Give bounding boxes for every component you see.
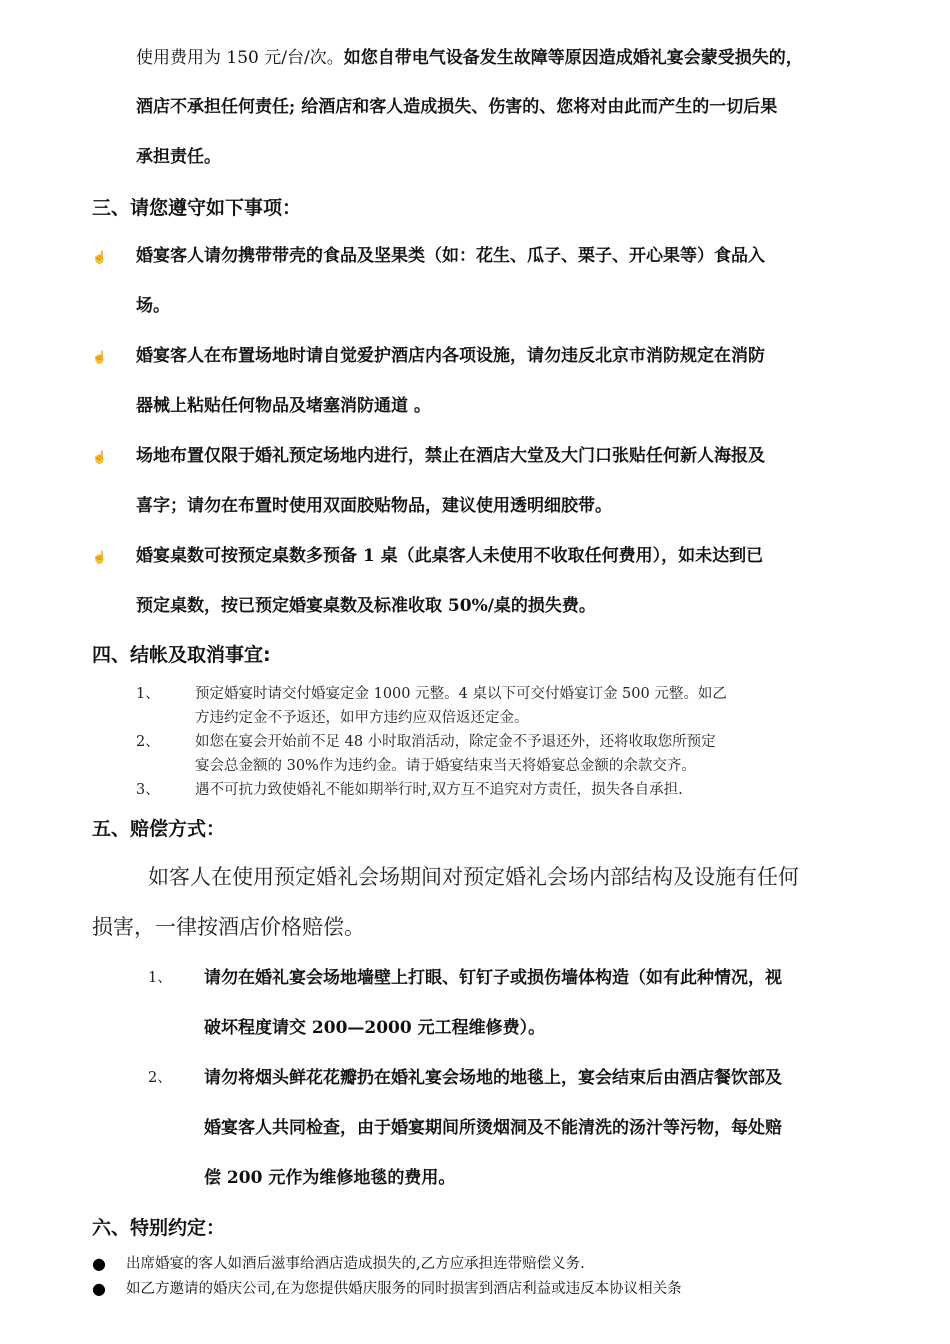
hand-bullet-icon: ☝ <box>92 450 107 464</box>
top-paragraph-line-3: 承担责任。 <box>136 147 221 167</box>
s3-item-3-line-2: 喜字；请勿在布置时使用双面胶贴物品，建议使用透明细胶带。 <box>136 496 612 516</box>
s5-item-1-number: 1、 <box>148 970 172 986</box>
top-paragraph-line-1 <box>136 46 803 70</box>
s4-item-1-line-2: 方违约定金不予返还，如甲方违约应双倍返还定金。 <box>195 710 529 726</box>
s5-intro-line-2: 损害，一律按酒店价格赔偿。 <box>92 915 365 939</box>
s4-item-2-line-2: 宴会总金额的 30%作为违约金。请于婚宴结束当天将婚宴总金额的余款交齐。 <box>195 758 696 774</box>
s5-item-1-line-2: 破坏程度请交 200—2000 元工程维修费）。 <box>204 1018 546 1038</box>
section-3-heading: 三、请您遵守如下事项： <box>92 197 302 219</box>
s6-item-2: 如乙方邀请的婚庆公司,在为您提供婚庆服务的同时损害到酒店利益或违反本协议相关条 <box>126 1281 682 1297</box>
s4-item-2-number: 2、 <box>136 734 160 750</box>
section-4-heading: 四、结帐及取消事宜: <box>92 644 271 666</box>
s4-item-3-line-1: 遇不可抗力致使婚礼不能如期举行时,双方互不追究对方责任，损失各自承担. <box>195 782 683 798</box>
s3-item-4-line-2: 预定桌数，按已预定婚宴桌数及标准收取 50%/桌的损失费。 <box>136 596 596 616</box>
s5-intro-line-1: 如客人在使用预定婚礼会场期间对预定婚礼会场内部结构及设施有任何 <box>148 865 799 889</box>
s3-item-1-line-2: 场。 <box>136 296 170 316</box>
hand-bullet-icon: ☝ <box>92 550 107 564</box>
top-paragraph-line-2: 酒店不承担任何责任; 给酒店和客人造成损失、伤害的、您将对由此而产生的一切后果 <box>136 97 778 117</box>
s4-item-3-number: 3、 <box>136 782 160 798</box>
s3-item-2-line-1: 婚宴客人在布置场地时请自觉爱护酒店内各项设施，请勿违反北京市消防规定在消防 <box>136 346 765 366</box>
s5-item-2-line-1: 请勿将烟头鲜花花瓣扔在婚礼宴会场地的地毯上，宴会结束后由酒店餐饮部及 <box>204 1068 782 1088</box>
bullet-dot-icon: ● <box>92 1279 106 1298</box>
s5-item-2-line-3: 偿 200 元作为维修地毯的费用。 <box>204 1168 456 1188</box>
s3-item-4-line-1: 婚宴桌数可按预定桌数多预备 1 桌（此桌客人未使用不收取任何费用），如未达到已 <box>136 546 764 566</box>
s4-item-1-number: 1、 <box>136 686 160 702</box>
s3-item-3-line-1: 场地布置仅限于婚礼预定场地内进行，禁止在酒店大堂及大门口张贴任何新人海报及 <box>136 446 765 466</box>
hand-bullet-icon: ☝ <box>92 350 107 364</box>
hand-bullet-icon: ☝ <box>92 250 107 264</box>
s5-item-2-number: 2、 <box>148 1070 172 1086</box>
section-5-heading: 五、赔偿方式： <box>92 818 226 840</box>
s5-item-1-line-1: 请勿在婚礼宴会场地墙壁上打眼、钉钉子或损伤墙体构造（如有此种情况，视 <box>204 968 782 988</box>
s3-item-1-line-1: 婚宴客人请勿携带带壳的食品及坚果类（如：花生、瓜子、栗子、开心果等）食品入 <box>136 246 765 266</box>
bullet-dot-icon: ● <box>92 1254 106 1273</box>
s3-item-2-line-2: 器械上粘贴任何物品及堵塞消防通道 。 <box>136 396 431 416</box>
s5-item-2-line-2: 婚宴客人共同检查，由于婚宴期间所烫烟洞及不能清洗的汤汁等污物，每处赔 <box>204 1118 782 1138</box>
section-6-heading: 六、特别约定： <box>92 1217 226 1239</box>
s4-item-1-line-1: 预定婚宴时请交付婚宴定金 1000 元整。4 桌以下可交付婚宴订金 500 元整。如乙 <box>195 686 727 702</box>
top-line1-bold: 如您自带电气设备发生故障等原因造成婚礼宴会蒙受损失的， <box>343 48 803 68</box>
top-line1-normal: 使用费用为 150 元/台/次。 <box>136 48 344 68</box>
s6-item-1: 出席婚宴的客人如酒后滋事给酒店造成损失的,乙方应承担连带赔偿义务. <box>126 1256 585 1272</box>
s4-item-2-line-1: 如您在宴会开始前不足 48 小时取消活动，除定金不予退还外，还将收取您所预定 <box>195 734 716 750</box>
